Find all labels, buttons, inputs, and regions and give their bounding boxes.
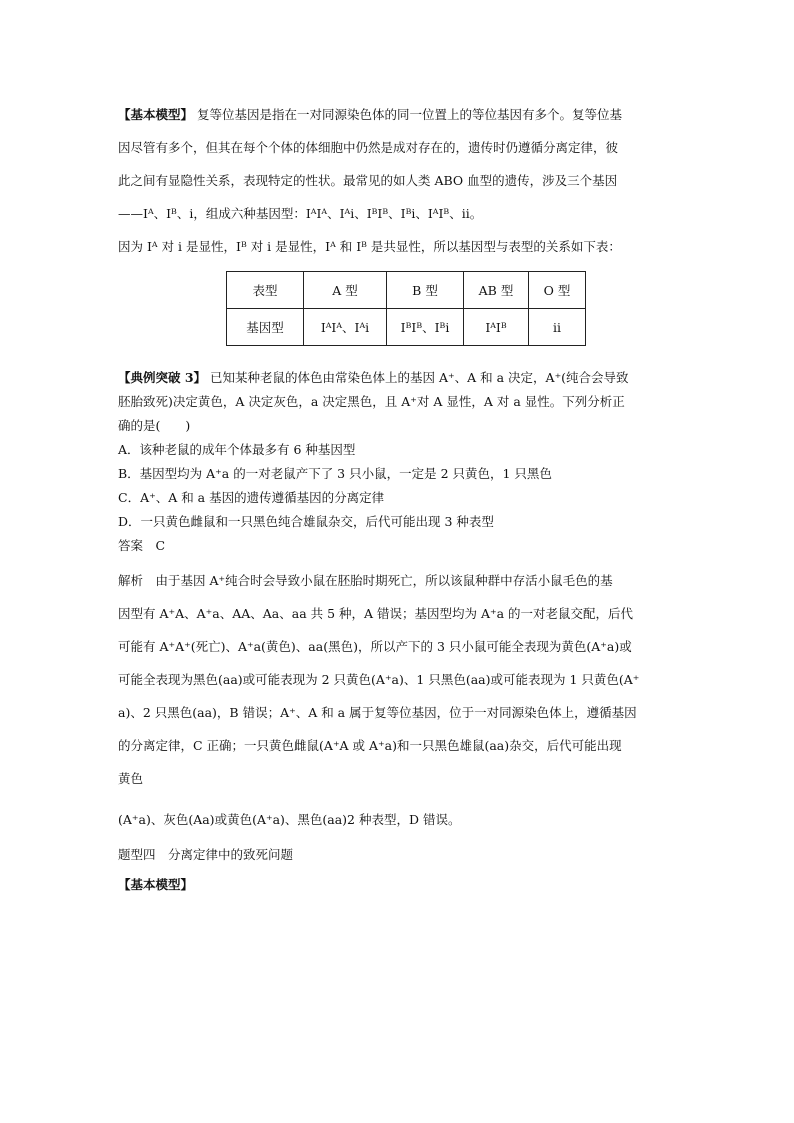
analysis-line: 可能全表现为黑色(aa)或可能表现为 2 只黄色(A⁺a)、1 只黑色(aa)或可能表现为 1 只黄色(A⁺ (118, 672, 640, 687)
basic-model-line: ——Iᴬ、Iᴮ、i，组成六种基因型：IᴬIᴬ、Iᴬi、IᴮIᴮ、Iᴮi、IᴬIᴮ、ii。 (118, 206, 483, 221)
basic-model-label-2: 【基本模型】 (118, 877, 194, 892)
option-b: B．基因型均为 A⁺a 的一对老鼠产下了 3 只小鼠，一定是 2 只黄色，1 只黑色 (118, 466, 552, 481)
basic-model-line (118, 98, 680, 131)
table-cell: ii (529, 309, 586, 346)
example-stem-line (118, 366, 680, 390)
option-c: C．A⁺、A 和 a 基因的遗传遵循基因的分离定律 (118, 490, 385, 505)
analysis-paragraph (118, 564, 680, 836)
table-cell: IᴬIᴬ、Iᴬi (304, 309, 387, 346)
example-label: 【典例突破 3】 (118, 370, 207, 385)
option-a: A．该种老鼠的成年个体最多有 6 种基因型 (118, 442, 356, 457)
table-row (227, 309, 586, 346)
example-stem-line: 胚胎致死)决定黄色，A 决定灰色，a 决定黑色，且 A⁺对 A 显性，A 对 a 显性。下列分析正 (118, 394, 625, 409)
analysis-line: 黄色 (118, 771, 144, 786)
table-cell: A 型 (304, 272, 387, 309)
analysis-line: 可能有 A⁺A⁺(死亡)、A⁺a(黄色)、aa(黑色)，所以产下的 3 只小鼠可能全表现为黄色(A⁺a)或 (118, 639, 632, 654)
example-block (118, 366, 680, 558)
answer: 答案 C (118, 538, 166, 553)
relation-sentence-text: 因为 Iᴬ 对 i 是显性，Iᴮ 对 i 是显性，Iᴬ 和 Iᴮ 是共显性，所以基因型与表型的关系如下表： (118, 239, 621, 254)
section-four (118, 840, 680, 900)
basic-model-text: 复等位基因是指在一对同源染色体的同一位置上的等位基因有多个。复等位基 (197, 107, 623, 122)
basic-model-label: 【基本模型】 (118, 107, 194, 122)
relation-sentence (118, 230, 680, 263)
table-cell: AB 型 (464, 272, 529, 309)
example-stem-text: 已知某种老鼠的体色由常染色体上的基因 A⁺、A 和 a 决定，A⁺(纯合会导致 (210, 370, 629, 385)
option-d: D．一只黄色雌鼠和一只黑色纯合雄鼠杂交，后代可能出现 3 种表型 (118, 514, 494, 529)
example-stem-line: 确的是( ) (118, 418, 191, 433)
analysis-line: 解析 由于基因 A⁺纯合时会导致小鼠在胚胎时期死亡，所以该鼠种群中存活小鼠毛色的基 (118, 573, 613, 588)
blood-type-table (226, 271, 586, 346)
table-cell: 基因型 (227, 309, 304, 346)
table-row (227, 272, 586, 309)
analysis-line: 的分离定律，C 正确；一只黄色雌鼠(A⁺A 或 A⁺a)和一只黑色雄鼠(aa)杂交，后代可能出现 (118, 738, 622, 753)
table-cell: IᴮIᴮ、Iᴮi (387, 309, 464, 346)
table-cell: B 型 (387, 272, 464, 309)
basic-model-line: 因尽管有多个，但其在每个个体的体细胞中仍然是成对存在的，遗传时仍遵循分离定律，彼 (118, 140, 619, 155)
document-page (118, 98, 680, 900)
basic-model-paragraph (118, 98, 680, 230)
table-cell: 表型 (227, 272, 304, 309)
section-title: 题型四 分离定律中的致死问题 (118, 847, 294, 862)
table-cell: O 型 (529, 272, 586, 309)
analysis-line: a)、2 只黑色(aa)，B 错误；A⁺、A 和 a 属于复等位基因，位于一对同源染色体上，遵循基因 (118, 705, 637, 720)
analysis-line: (A⁺a)、灰色(Aa)或黄色(A⁺a)、黑色(aa)2 种表型，D 错误。 (118, 812, 461, 827)
basic-model-line: 此之间有显隐性关系，表现特定的性状。最常见的如人类 ABO 血型的遗传，涉及三个基因 (118, 173, 618, 188)
table-cell: IᴬIᴮ (464, 309, 529, 346)
analysis-line: 因型有 A⁺A、A⁺a、AA、Aa、aa 共 5 种，A 错误；基因型均为 A⁺a 的一对老鼠交配，后代 (118, 606, 634, 621)
